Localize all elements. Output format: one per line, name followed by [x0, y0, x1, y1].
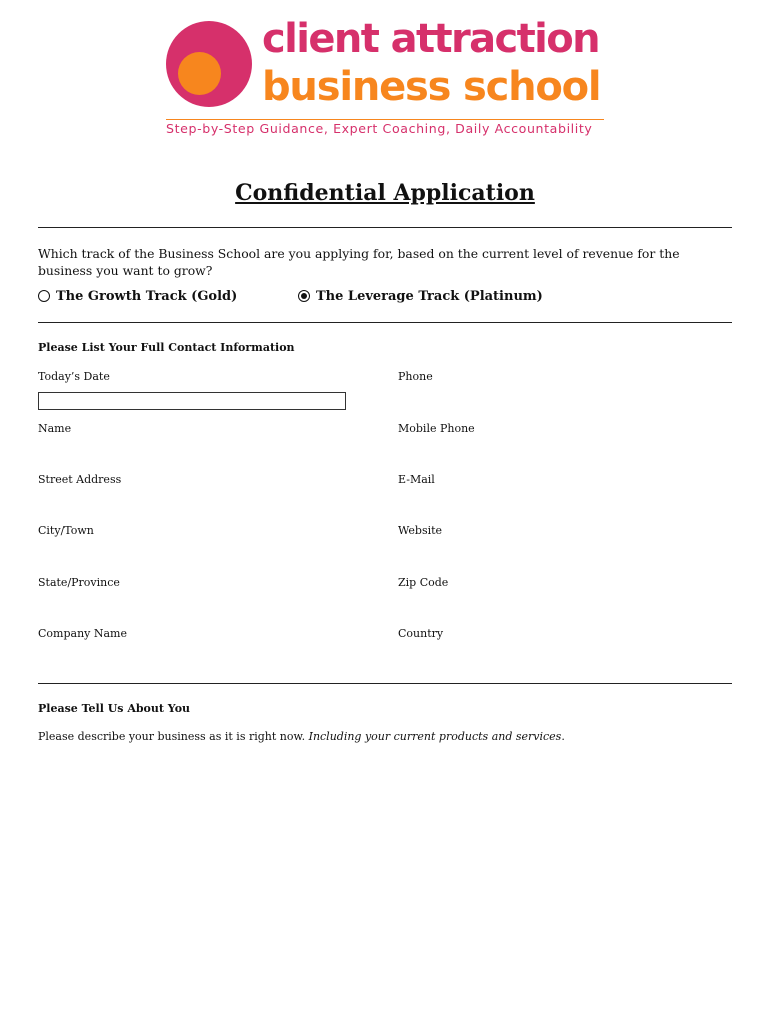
label-company-name: Company Name [38, 627, 127, 640]
description-italic: Including your current products and services [308, 730, 562, 743]
radio-leverage-track[interactable] [298, 287, 543, 305]
label-street-address: Street Address [38, 473, 122, 486]
section-divider [38, 322, 732, 323]
section-divider [38, 683, 732, 684]
brand-logo [164, 18, 606, 142]
title-divider [38, 227, 732, 228]
label-website: Website [398, 524, 443, 537]
track-question: Which track of the Business School are you applying for, based on the current level of revenue for the business you want to grow? [38, 246, 680, 278]
radio-label: The Growth Track (Gold) [56, 288, 238, 304]
label-state-province: State/Province [38, 576, 120, 589]
about-section-heading: Please Tell Us About You [38, 702, 191, 715]
contact-section-heading: Please List Your Full Contact Information [38, 341, 295, 354]
logo-tagline: Step-by-Step Guidance, Expert Coaching, Daily Accountability [166, 121, 593, 136]
description-plain: Please describe your business as it is right now. [38, 730, 309, 743]
label-email: E-Mail [398, 473, 435, 486]
label-country: Country [398, 627, 444, 640]
label-zip-code: Zip Code [398, 576, 449, 589]
radio-selected-dot [301, 293, 307, 299]
radio-label: The Leverage Track (Platinum) [316, 288, 543, 304]
label-todays-date: Today’s Date [38, 370, 110, 383]
logo-wordmark-line1: client attraction [262, 16, 600, 62]
label-city-town: City/Town [38, 524, 94, 537]
business-description-prompt [38, 730, 565, 743]
label-mobile-phone: Mobile Phone [398, 422, 475, 435]
label-name: Name [38, 422, 72, 435]
radio-growth-track[interactable] [38, 287, 237, 305]
radio-button[interactable] [38, 290, 50, 302]
label-phone: Phone [398, 370, 433, 383]
todays-date-input[interactable] [38, 392, 346, 410]
description-end: . [561, 730, 565, 743]
logo-circle-inner [178, 52, 221, 95]
page-title: Confidential Application [235, 180, 535, 206]
logo-wordmark-line2: business school [262, 64, 601, 110]
logo-divider [166, 119, 604, 120]
radio-button-selected[interactable] [298, 290, 310, 302]
